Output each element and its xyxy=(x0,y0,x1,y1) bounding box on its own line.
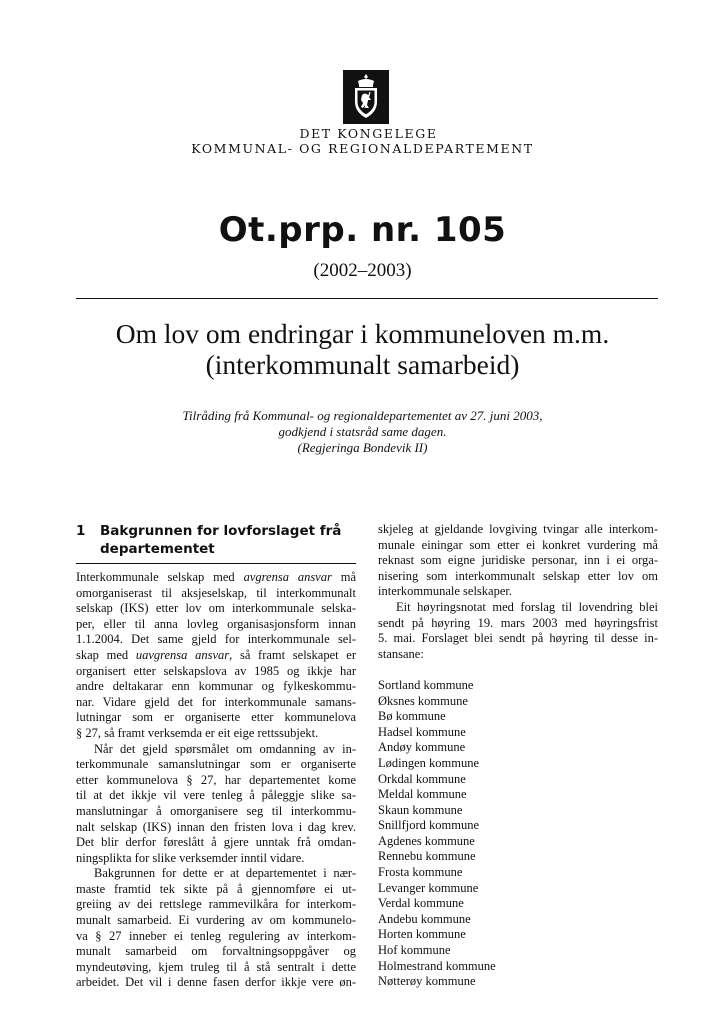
list-item: Hof kommune xyxy=(378,943,451,958)
recommendation-line: (Regjeringa Bondevik II) xyxy=(297,440,428,455)
list-item: Orkdal kommune xyxy=(378,771,466,786)
text-line: reknast som eigne juridiske personar, inn i ei orga- xyxy=(378,553,658,568)
text-line: Eit høyringsnotat med forslag til lovendring blei xyxy=(396,599,658,614)
title-divider xyxy=(76,298,658,299)
recommendation-line: godkjend i statsråd same dagen. xyxy=(278,424,447,439)
text-line: Bakgrunnen for dette er at departementet i nær- xyxy=(94,866,356,881)
text-line: per, eller til anna lovleg organisasjonsform innan xyxy=(76,616,356,631)
list-item: Holmestrand kommune xyxy=(378,958,496,973)
text-line: nisering som interkommunalt selskap etter lov om xyxy=(378,568,658,583)
list-item: Øksnes kommune xyxy=(378,693,468,708)
document-title xyxy=(0,318,725,380)
text-line: munalt samarbeid om forvaltningsoppgåver og xyxy=(76,944,356,959)
ministry-name-line2: KOMMUNAL- OG REGIONALDEPARTEMENT xyxy=(191,141,534,156)
list-item: Snillfjord kommune xyxy=(378,818,480,833)
text-line: 5. mai. Forslaget blei sendt på høyring til desse in- xyxy=(378,631,658,646)
list-item: Andøy kommune xyxy=(378,740,466,755)
text-line: skjeleg at gjeldande lovgiving tvingar alle interkom- xyxy=(378,522,658,536)
section-number: 1 xyxy=(76,523,86,539)
list-item: Verdal kommune xyxy=(378,896,464,911)
list-item: Skaun kommune xyxy=(378,802,463,817)
text-line: stansane: xyxy=(378,646,424,661)
list-item: Bø kommune xyxy=(378,709,446,724)
list-item: Hadsel kommune xyxy=(378,724,466,739)
ministry-name-line1: DET KONGELEGE xyxy=(299,126,438,141)
list-item: Nøtterøy kommune xyxy=(378,974,476,989)
text-line: organisert etter selskapslova av 1985 og ikkje har xyxy=(76,663,356,678)
list-item: Levanger kommune xyxy=(378,880,479,895)
paragraph-gap xyxy=(378,662,658,678)
section-title: Bakgrunnen for lovforslaget frå departementet xyxy=(100,523,342,557)
list-item: Meldal kommune xyxy=(378,787,467,802)
left-column xyxy=(76,570,356,991)
text-line: manslutningar å omorganisere seg til interkommu- xyxy=(76,803,356,818)
text-line: sendt på høyring 19. mars 2003 med høyringsfrist xyxy=(378,615,658,630)
text-line: munale einingar som etter ei konkret vurdering må xyxy=(378,537,658,552)
text-line: nalt selskap (IKS) innan den fristen lova i dag krev. xyxy=(76,819,356,834)
text-line: Det blir derfor føreslått å gjere unntak frå omdan- xyxy=(76,835,356,850)
municipality-list xyxy=(378,678,658,990)
text-line: skap med uavgrensa ansvar, så framt selskapet er xyxy=(76,647,357,662)
list-item: Frosta kommune xyxy=(378,865,463,880)
recommendation-line: Tilråding frå Kommunal- og regionaldepartementet av 27. juni 2003, xyxy=(182,408,543,423)
section-heading xyxy=(76,522,356,558)
text-line: greiing av dei rettslege rammevilkåra for interkom- xyxy=(76,897,356,912)
text-line: terkommunale samanslutningar som er organiserte xyxy=(76,757,356,772)
text-line: Når det gjeld spørsmålet om omdanning av in- xyxy=(94,741,356,756)
list-item: Sortland kommune xyxy=(378,677,474,692)
text-line: lutningar som er organiserte etter kommunelova xyxy=(76,710,356,725)
text-line: 1.1.2004. Det same gjeld for interkommunale sel- xyxy=(76,632,356,647)
norwegian-royal-coat-of-arms-icon xyxy=(343,70,389,124)
text-line: nar. Vidare gjeld det for interkommunale samans- xyxy=(76,694,356,709)
document-number: Ot.prp. nr. 105 xyxy=(218,210,507,250)
recommendation-note xyxy=(0,408,725,456)
title-line: (interkommunalt samarbeid) xyxy=(205,349,520,380)
text-line: etter kommunelova § 27, har departementet kome xyxy=(76,772,356,787)
text-line: til at det ikkje vil vere tenleg å påleggje slike sa- xyxy=(76,788,356,803)
text-line: Interkommunale selskap med avgrensa ansvar må xyxy=(76,570,357,584)
list-item: Rennebu kommune xyxy=(378,849,476,864)
list-item: Lødingen kommune xyxy=(378,755,480,770)
right-column xyxy=(378,522,658,990)
section-divider xyxy=(76,563,356,564)
text-line: interkommunale selskaper. xyxy=(378,584,512,599)
text-line: maste framtid tek sikte på å gjennomføre ei ut- xyxy=(76,881,356,896)
list-item: Horten kommune xyxy=(378,927,466,942)
list-item: Agdenes kommune xyxy=(378,833,475,848)
title-line: Om lov om endringar i kommuneloven m.m. xyxy=(115,318,610,349)
text-line: arbeidet. Det vil i denne fasen derfor ikkje vere øn- xyxy=(76,975,356,990)
text-line: omorganiserast til aksjeselskap, til interkommunalt xyxy=(76,585,356,600)
text-line: selskap (IKS) etter lov om interkommunale selska- xyxy=(76,601,356,616)
list-item: Andebu kommune xyxy=(378,911,471,926)
session-years: (2002–2003) xyxy=(313,260,412,281)
text-line: ningsplikta for slike verksemder inntil vidare. xyxy=(76,850,305,865)
text-line: va § 27 inneber ei tenleg regulering av interkom- xyxy=(76,928,356,943)
text-line: myndeutøving, kjem truleg til å stå sentralt i dette xyxy=(76,959,356,974)
text-line: § 27, så framt verksemda er eit eige rettssubjekt. xyxy=(76,725,319,740)
text-line: munalt samarbeid. Ei vurdering av om kommunelo- xyxy=(76,913,356,928)
text-line: andre deltakarar enn kommunar og fylkeskommu- xyxy=(76,679,356,694)
